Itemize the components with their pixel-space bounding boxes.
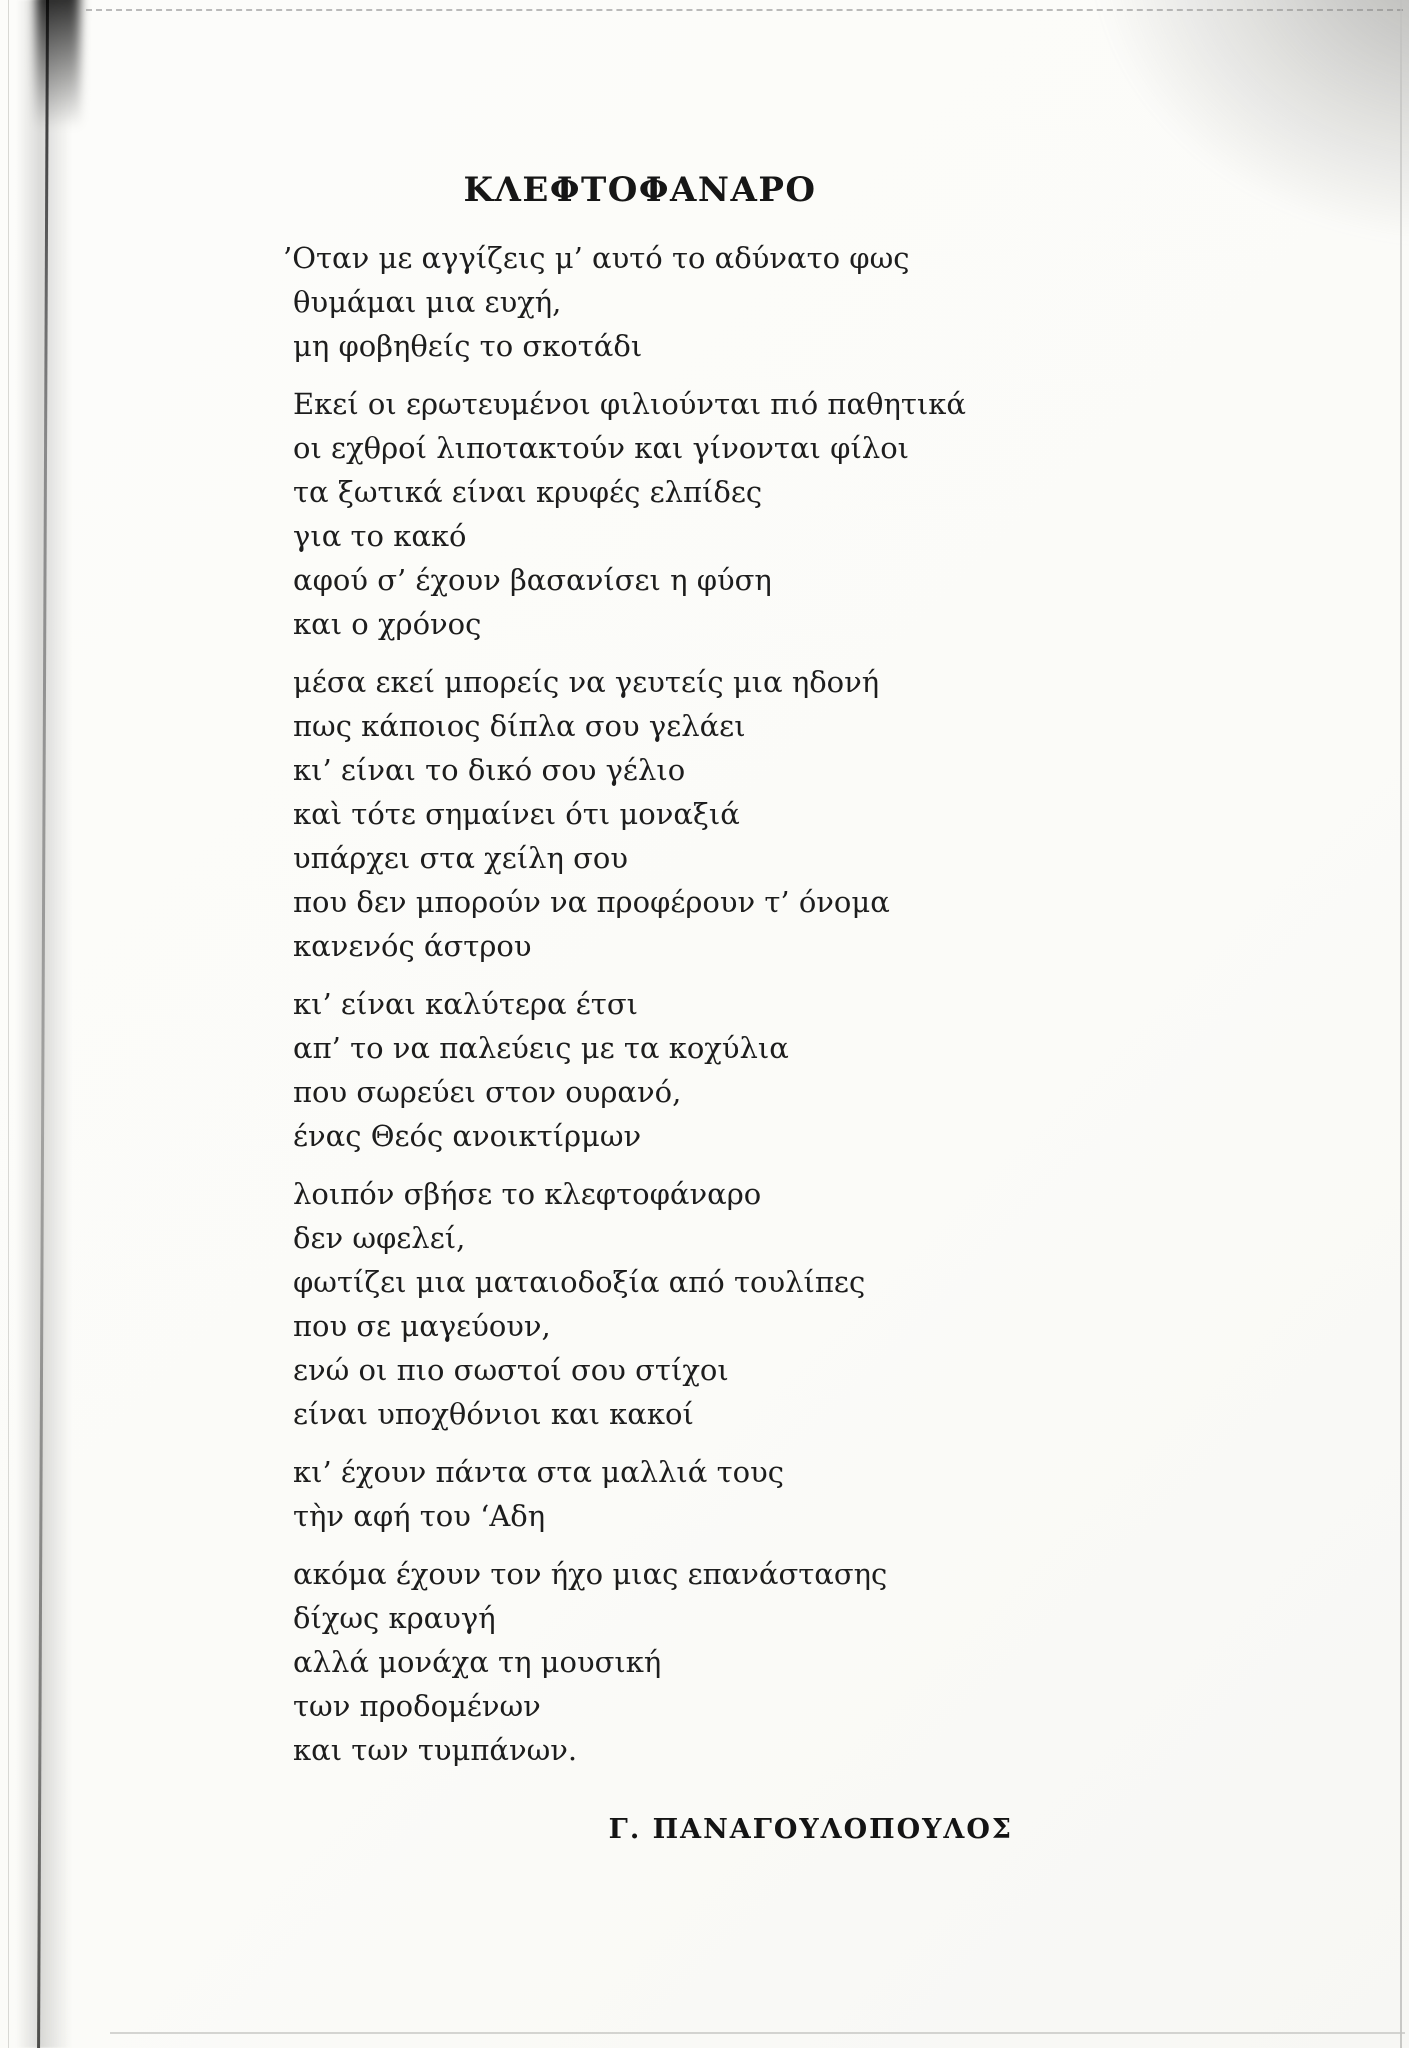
stanza xyxy=(293,982,1017,1158)
poem-line: τὴν αφή του ‘Αδη xyxy=(293,1499,546,1533)
poem-line: κανενός άστρου xyxy=(293,929,532,963)
poem-line: θυμάμαι μια ευχή, xyxy=(293,285,562,319)
poem-block xyxy=(283,170,1017,1845)
scan-corner-shadow xyxy=(1099,0,1409,240)
book-gutter-shadow-top xyxy=(36,0,80,128)
poem-line: μη φοβηθείς το σκοτάδι xyxy=(293,329,643,363)
poem-line: ένας Θεός ανοικτίρμων xyxy=(293,1119,642,1153)
scan-edge-line-right xyxy=(1400,0,1402,2048)
poem-line: για το κακό xyxy=(293,519,467,553)
poem-line: ακόμα έχουν τον ήχο μιας επανάστασης xyxy=(293,1557,888,1591)
poem-title: ΚΛΕΦΤΟΦΑΝΑΡΟ xyxy=(463,170,817,210)
poem-line: ’Οταν με αγγίζεις μ’ αυτό το αδύνατο φως xyxy=(283,241,910,275)
poem-line: κι’ είναι καλύτερα έτσι xyxy=(293,987,638,1021)
scan-edge-line-left xyxy=(8,0,9,2048)
stanza xyxy=(293,1450,1017,1538)
poem-line: υπάρχει στα χείλη σου xyxy=(293,841,628,875)
poem-line: δίχως κραυγή xyxy=(293,1601,496,1635)
poem-line: κι’ έχουν πάντα στα μαλλιά τους xyxy=(293,1455,784,1489)
stanza xyxy=(293,382,1017,646)
poem-line: πως κάποιος δίπλα σου γελάει xyxy=(293,709,746,743)
poem-line: καὶ τότε σημαίνει ότι μοναξιά xyxy=(293,797,740,831)
poem-line: που σωρεύει στον ουρανό, xyxy=(293,1075,682,1109)
poem-line: φωτίζει μια ματαιοδοξία από τουλίπες xyxy=(293,1265,866,1299)
poem-line: ενώ οι πιο σωστοί σου στίχοι xyxy=(293,1353,729,1387)
poem-line: δεν ωφελεί, xyxy=(293,1221,466,1255)
poem-line: και των τυμπάνων. xyxy=(293,1733,578,1767)
stanza xyxy=(293,1552,1017,1772)
poem-line: αλλά μονάχα τη μουσική xyxy=(293,1645,662,1679)
poem-line: Εκεί οι ερωτευμένοι φιλιούνται πιό παθητικά xyxy=(293,387,966,421)
poem-line: οι εχθροί λιποτακτούν και γίνονται φίλοι xyxy=(293,431,910,465)
poem-line: τα ξωτικά είναι κρυφές ελπίδες xyxy=(293,475,763,509)
poem-line: που δεν μπορούν να προφέρουν τ’ όνομα xyxy=(293,885,890,919)
stanza xyxy=(283,236,1017,368)
author-signature: Γ. ΠΑΝΑΓΟΥΛΟΠΟΥΛΟΣ xyxy=(608,1814,1013,1845)
scan-edge-line-bottom xyxy=(110,2032,1405,2034)
poem-line: κι’ είναι το δικό σου γέλιο xyxy=(293,753,686,787)
poem-line: απ’ το να παλεύεις με τα κοχύλια xyxy=(293,1031,789,1065)
poem-line: λοιπόν σβήσε το κλεφτοφάναρο xyxy=(293,1177,762,1211)
poem-line: που σε μαγεύουν, xyxy=(293,1309,551,1343)
poem-line: μέσα εκεί μπορείς να γευτείς μια ηδονή xyxy=(293,665,880,699)
poem-line: των προδομένων xyxy=(293,1689,541,1723)
poem-line: είναι υποχθόνιοι και κακοί xyxy=(293,1397,694,1431)
stanza xyxy=(293,1172,1017,1436)
stanza xyxy=(293,660,1017,968)
poem-line: και ο χρόνος xyxy=(293,607,482,641)
poem-line: αφού σ’ έχουν βασανίσει η φύση xyxy=(293,563,772,597)
